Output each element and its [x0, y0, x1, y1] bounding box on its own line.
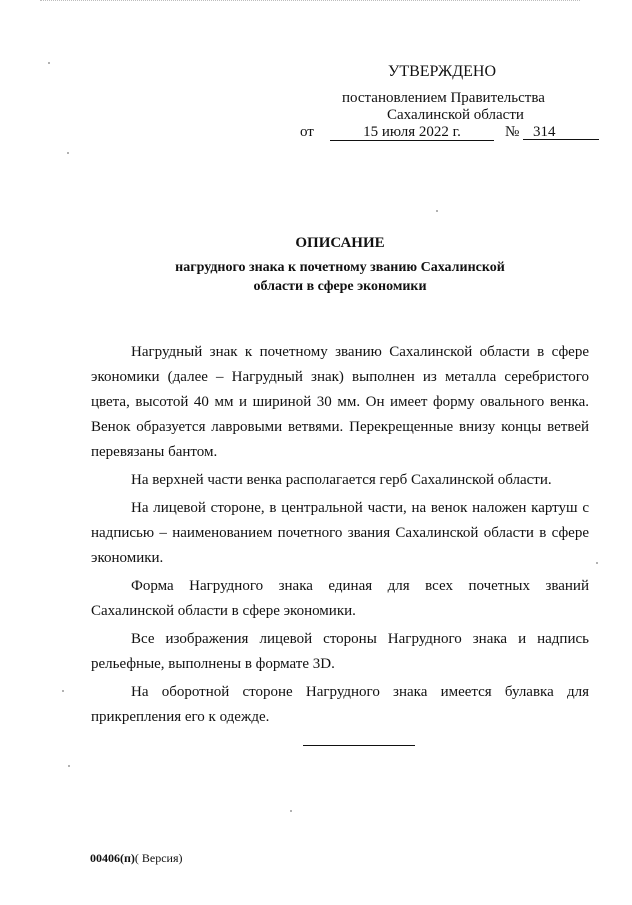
paragraph-1: Нагрудный знак к почетному званию Сахалинской области в сфере экономики (далее – Нагрудный знак) выполнен из металла серебристого цвета, высотой 40 мм и шириной 30 мм. Он имеет форму овального венка. Венок образуется лавровыми ветвями. Перекрещенные внизу концы ветвей перевязаны бантом.: [91, 344, 589, 460]
document-version: ( Версия): [134, 851, 183, 865]
document-body: [91, 340, 589, 733]
approval-date-row: [300, 122, 600, 144]
subtitle-line-1: нагрудного знака к почетному званию Сахалинской: [175, 260, 505, 275]
scan-speck: [62, 690, 64, 692]
approval-heading: УТВЕРЖДЕНО: [388, 63, 497, 80]
approval-issuer: постановлением Правительства: [342, 90, 545, 106]
approval-region: Сахалинской области: [387, 107, 524, 123]
approval-number: 314: [523, 122, 599, 140]
document-subtitle: [90, 258, 590, 296]
paragraph-6: На оборотной стороне Нагрудного знака имеется булавка для прикрепления его к одежде.: [91, 684, 589, 725]
scan-speck: [596, 562, 598, 564]
end-divider: [303, 745, 415, 746]
paragraph-5: Все изображения лицевой стороны Нагрудного знака и надпись рельефные, выполнены в формате 3D.: [91, 631, 589, 672]
paragraph-2: На верхней части венка располагается герб Сахалинской области.: [131, 472, 552, 488]
scan-speck: [68, 765, 70, 767]
footer-code: [90, 851, 183, 866]
paragraph-3: На лицевой стороне, в центральной части, на венок наложен картуш с надписью – наименованием почетного звания Сахалинской области в сфере экономики.: [91, 500, 589, 566]
number-label: №: [505, 124, 520, 140]
paragraph-4: Форма Нагрудного знака единая для всех почетных званий Сахалинской области в сфере экономики.: [91, 578, 589, 619]
scan-speck: [67, 152, 69, 154]
subtitle-line-2: области в сфере экономики: [253, 279, 427, 294]
scan-speck: [436, 210, 438, 212]
document-code: 00406(п): [90, 851, 135, 865]
approval-date: 15 июля 2022 г.: [330, 122, 494, 141]
document-title: ОПИСАНИЕ: [295, 235, 385, 251]
scan-speck: [290, 810, 292, 812]
scan-edge-line: [40, 0, 580, 3]
scan-speck: [48, 62, 50, 64]
from-label: от: [300, 124, 314, 140]
